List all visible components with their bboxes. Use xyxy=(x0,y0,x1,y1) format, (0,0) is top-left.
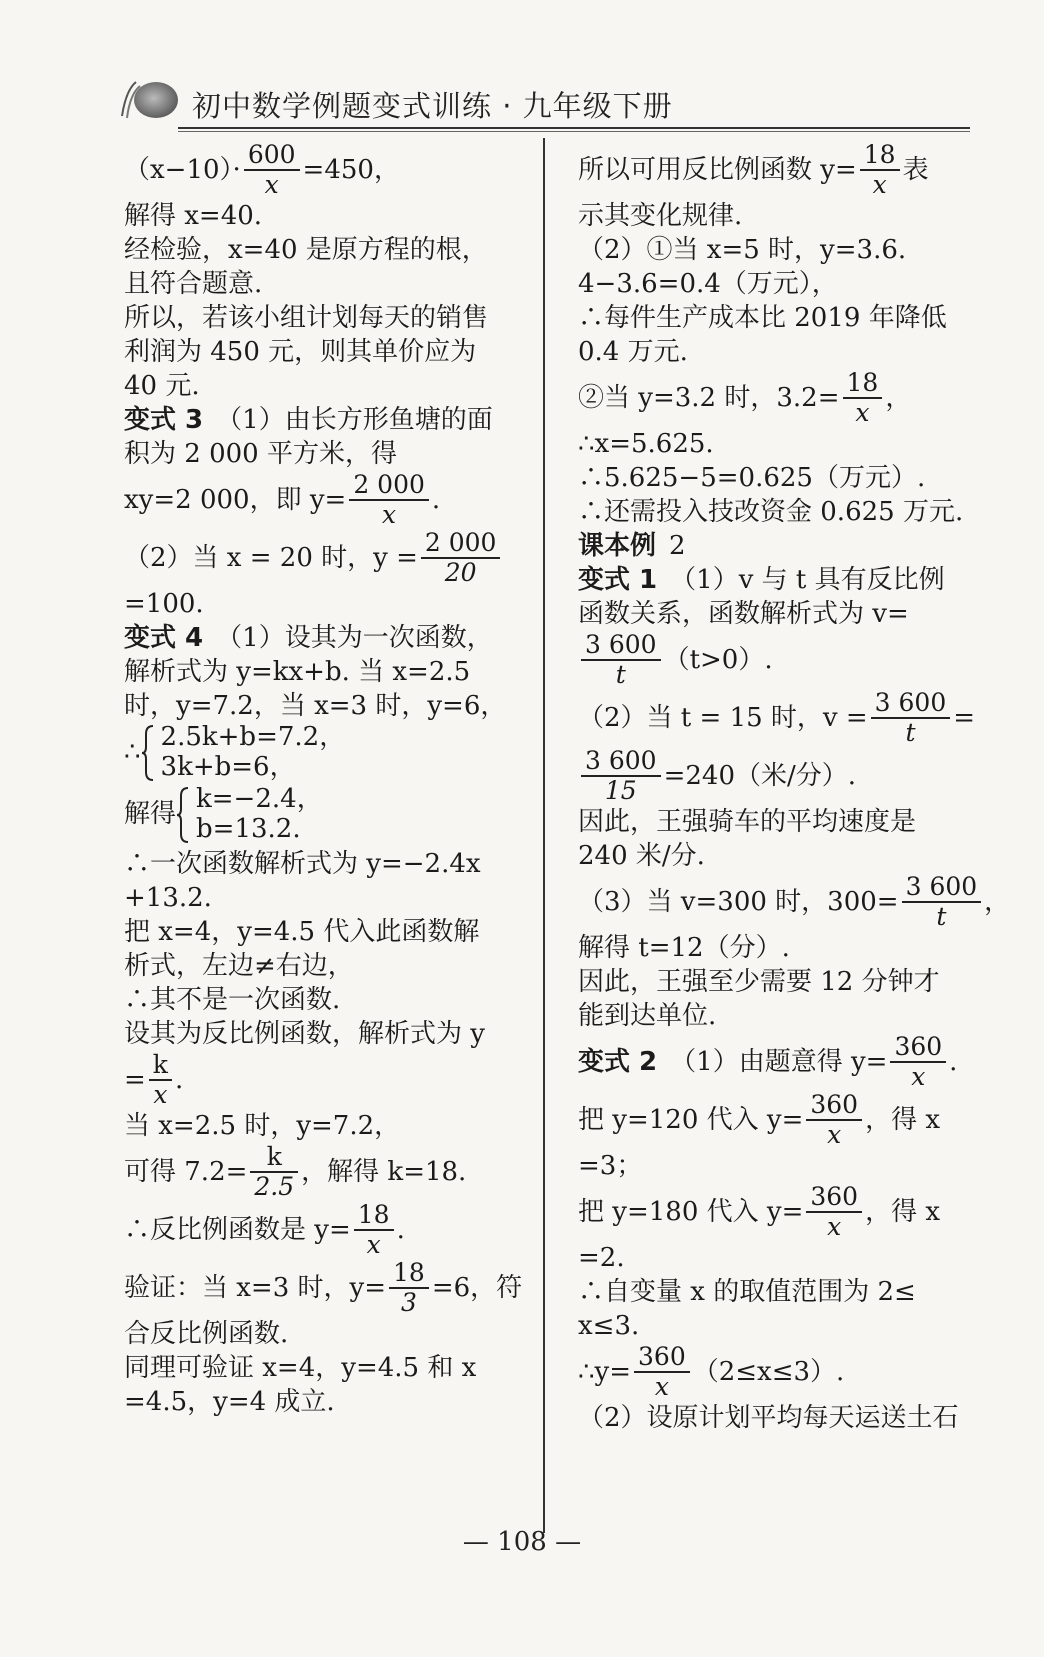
line-text: 解析式为 y=kx+b. 当 x=2.5 xyxy=(124,657,471,687)
variant-heading-line xyxy=(578,528,974,562)
fraction-denominator: x xyxy=(366,1230,381,1259)
formula-line xyxy=(578,1182,974,1240)
fraction-denominator: x xyxy=(855,398,870,427)
formula-line xyxy=(124,1142,530,1200)
line-text: （2）设原计划平均每天运送土石 xyxy=(578,1403,959,1433)
fraction-denominator: x xyxy=(153,1080,168,1109)
fraction xyxy=(843,369,883,427)
text-line xyxy=(578,998,974,1032)
text-line xyxy=(578,1308,974,1342)
text-line xyxy=(578,1400,974,1434)
fraction xyxy=(349,471,429,529)
fraction-numerator: 18 xyxy=(354,1201,394,1231)
line-text: 4−3.6=0.4（万元）， xyxy=(578,269,838,299)
line-text: 经检验，x=40 是原方程的根， xyxy=(124,235,488,265)
line-text: 函数关系，函数解析式为 v= xyxy=(578,599,909,629)
column-divider xyxy=(543,138,545,1533)
fraction-denominator: x xyxy=(911,1062,926,1091)
text-line xyxy=(124,1350,530,1384)
formula-after: =6，符 xyxy=(431,1273,523,1303)
formula-before: （x−10）· xyxy=(124,155,241,185)
formula-line xyxy=(578,872,1011,931)
text-line xyxy=(578,334,974,368)
system-prefix: 解得 xyxy=(124,799,177,829)
fraction-numerator: 360 xyxy=(634,1343,690,1373)
formula-before: xy=2 000，即 y= xyxy=(124,485,347,515)
text-line xyxy=(124,368,530,402)
formula-before: ∴y= xyxy=(578,1357,632,1387)
formula-after: ，解得 k=18. xyxy=(301,1157,467,1187)
formula-after: . xyxy=(396,1215,405,1245)
text-line xyxy=(124,266,530,300)
fraction xyxy=(354,1201,394,1259)
formula-before: （1）由题意得 y= xyxy=(670,1047,888,1077)
header-rule-thin xyxy=(178,131,970,132)
page-number: — 108 — xyxy=(462,1527,582,1557)
line-text: 积为 2 000 平方米，得 xyxy=(124,439,397,469)
fraction-numerator: k xyxy=(250,1143,298,1173)
fraction xyxy=(860,141,900,199)
formula-line xyxy=(578,368,974,426)
line-text: 解得 t=12（分）. xyxy=(578,933,790,963)
variant-heading-line xyxy=(578,562,974,596)
text-line xyxy=(578,266,974,300)
line-text: =3； xyxy=(578,1151,643,1181)
formula-after: ，得 x xyxy=(865,1105,941,1135)
formula-after: 表 xyxy=(902,155,929,185)
text-line xyxy=(124,436,530,470)
fraction xyxy=(806,1091,862,1149)
fraction-denominator: 20 xyxy=(444,558,477,587)
formula-line xyxy=(578,630,974,688)
variant-label: 课本例 xyxy=(578,531,657,561)
formula-after: =450， xyxy=(302,155,400,185)
formula-after: ， xyxy=(885,383,912,413)
fraction-numerator: 3 600 xyxy=(871,689,951,719)
fraction xyxy=(149,1051,172,1109)
text-line xyxy=(578,426,974,460)
fraction xyxy=(634,1343,690,1401)
line-text: +13.2. xyxy=(124,883,212,913)
fraction xyxy=(890,1033,946,1091)
system-prefix: ∴ xyxy=(124,737,141,767)
formula-before: （2）当 x = 20 时，y = xyxy=(124,543,418,573)
text-line xyxy=(578,596,974,630)
line-text: ∴x=5.625. xyxy=(578,429,714,459)
fraction-numerator: 2 000 xyxy=(421,529,501,559)
formula-after: ， xyxy=(984,887,1011,917)
fraction xyxy=(421,529,501,587)
formula-line xyxy=(124,1050,530,1108)
line-text: 且符合题意. xyxy=(124,269,263,299)
fraction-denominator: x xyxy=(827,1120,842,1149)
formula-line xyxy=(124,1200,530,1258)
formula-before: 所以可用反比例函数 y= xyxy=(578,155,857,185)
text-line xyxy=(124,198,530,232)
line-text: ∴其不是一次函数. xyxy=(124,985,341,1015)
line-text: ∴还需投入技改资金 0.625 万元. xyxy=(578,497,964,527)
fraction-denominator: x xyxy=(654,1372,669,1401)
text-line xyxy=(578,930,974,964)
text-line xyxy=(124,880,530,914)
text-line xyxy=(578,300,974,334)
line-text: 当 x=2.5 时，y=7.2， xyxy=(124,1111,401,1141)
line-text: 因此，王强骑车的平均速度是 xyxy=(578,807,917,837)
text-line xyxy=(124,300,530,334)
fraction-numerator: 2 000 xyxy=(349,471,429,501)
fraction xyxy=(389,1259,429,1317)
fraction-numerator: 18 xyxy=(389,1259,429,1289)
formula-after: =240（米/分）. xyxy=(663,761,857,791)
variant-label: 变式 4 xyxy=(124,623,204,653)
equation-system xyxy=(141,722,346,782)
line-text: 40 元. xyxy=(124,371,200,401)
text-line xyxy=(124,1384,530,1418)
line-text: 同理可验证 x=4，y=4.5 和 x xyxy=(124,1353,477,1383)
line-text: 合反比例函数. xyxy=(124,1319,289,1349)
text-line xyxy=(124,654,530,688)
variant-heading-line xyxy=(124,402,530,436)
fraction-denominator: t xyxy=(905,718,916,747)
line-text: ∴每件生产成本比 2019 年降低 xyxy=(578,303,947,333)
line-text: =100. xyxy=(124,589,204,619)
line-text: 240 米/分. xyxy=(578,841,705,871)
line-text: x≤3. xyxy=(578,1311,640,1341)
text-line xyxy=(124,914,530,948)
fraction-numerator: 360 xyxy=(890,1033,946,1063)
fraction-denominator: 15 xyxy=(604,776,637,805)
line-text: ∴自变量 x 的取值范围为 2≤ xyxy=(578,1277,916,1307)
text-line xyxy=(578,964,974,998)
fraction-numerator: 3 600 xyxy=(581,631,661,661)
text-line xyxy=(124,232,530,266)
line-text: 析式，左边≠右边， xyxy=(124,951,354,981)
text-line xyxy=(124,1316,530,1350)
variant-label: 变式 1 xyxy=(578,565,658,595)
fraction xyxy=(250,1143,298,1201)
line-text: =4.5，y=4 成立. xyxy=(124,1387,335,1417)
line-text: 利润为 450 元，则其单价应为 xyxy=(124,337,477,367)
line-text: （1）设其为一次函数， xyxy=(216,623,493,653)
formula-before: ∴反比例函数是 y= xyxy=(124,1215,351,1245)
line-text: ∴一次函数解析式为 y=−2.4x xyxy=(124,849,481,879)
formula-before: 验证：当 x=3 时，y= xyxy=(124,1273,386,1303)
formula-after: （2≤x≤3）. xyxy=(692,1357,845,1387)
line-text: （2）①当 x=5 时，y=3.6. xyxy=(578,235,907,265)
formula-line xyxy=(578,1090,974,1148)
system-equation: b=13.2. xyxy=(196,814,301,844)
line-text: 0.4 万元. xyxy=(578,337,688,367)
line-text: 解得 x=40. xyxy=(124,201,263,231)
text-line xyxy=(124,586,530,620)
text-line xyxy=(124,688,530,722)
text-line xyxy=(124,1016,530,1050)
fraction-numerator: 600 xyxy=(244,141,300,171)
fraction-denominator: t xyxy=(936,902,947,931)
formula-after: = xyxy=(953,703,976,733)
fraction-numerator: 360 xyxy=(806,1091,862,1121)
fraction-denominator: x xyxy=(827,1212,842,1241)
book-logo-icon xyxy=(118,78,180,122)
fraction-denominator: 2.5 xyxy=(254,1172,295,1201)
line-text: （1）由长方形鱼塘的面 xyxy=(216,405,493,435)
text-line xyxy=(124,334,530,368)
variant-label: 变式 2 xyxy=(578,1047,658,1077)
fraction xyxy=(244,141,300,199)
formula-line xyxy=(578,1032,974,1090)
fraction xyxy=(581,631,661,689)
equation-system-line xyxy=(124,722,530,784)
text-line xyxy=(578,1274,974,1308)
fraction xyxy=(581,747,661,805)
text-line xyxy=(578,1148,974,1182)
line-text: 设其为反比例函数，解析式为 y xyxy=(124,1019,485,1049)
page-header xyxy=(110,72,970,132)
line-text: 能到达单位. xyxy=(578,1001,717,1031)
text-line xyxy=(124,982,530,1016)
formula-before: 可得 7.2= xyxy=(124,1157,248,1187)
variant-label: 变式 3 xyxy=(124,405,204,435)
formula-line xyxy=(578,140,974,198)
formula-after: . xyxy=(431,485,441,515)
line-text: ∴5.625−5=0.625（万元）. xyxy=(578,463,926,493)
text-line xyxy=(578,494,974,528)
formula-before: （3）当 v=300 时，300= xyxy=(578,887,899,917)
formula-after: . xyxy=(949,1047,958,1077)
formula-line xyxy=(124,1258,530,1316)
line-text: 时，y=7.2，当 x=3 时，y=6， xyxy=(124,691,507,721)
line-text: 因此，王强至少需要 12 分钟才 xyxy=(578,967,940,997)
formula-line xyxy=(578,688,974,746)
formula-line xyxy=(124,470,530,528)
formula-after: （t>0）. xyxy=(663,645,773,675)
text-line xyxy=(124,948,530,982)
fraction-numerator: 3 600 xyxy=(581,747,661,777)
fraction-numerator: 3 600 xyxy=(902,873,982,903)
line-text: （1）v 与 t 具有反比例 xyxy=(670,565,945,595)
equation-system xyxy=(176,784,323,844)
formula-before: ②当 y=3.2 时，3.2= xyxy=(578,383,840,413)
right-column xyxy=(578,140,1011,1434)
fraction xyxy=(871,689,951,747)
line-text: =2. xyxy=(578,1243,625,1273)
line-text: 2 xyxy=(669,531,686,561)
formula-line xyxy=(578,1342,974,1400)
header-rule xyxy=(178,127,970,129)
equation-system-line xyxy=(124,784,530,846)
formula-after: . xyxy=(174,1065,184,1095)
fraction-numerator: k xyxy=(149,1051,172,1081)
fraction xyxy=(806,1183,862,1241)
formula-line xyxy=(578,746,974,804)
text-line xyxy=(578,232,974,266)
formula-after: ，得 x xyxy=(865,1197,941,1227)
text-line xyxy=(578,460,974,494)
text-line xyxy=(578,838,974,872)
system-equation: 3k+b=6， xyxy=(160,752,296,782)
formula-line xyxy=(124,528,530,586)
book-title: 初中数学例题变式训练 · 九年级下册 xyxy=(192,89,673,123)
fraction-denominator: x xyxy=(382,500,397,529)
line-text: 所以，若该小组计划每天的销售 xyxy=(124,303,489,333)
left-column xyxy=(124,140,530,1418)
left-brace-icon xyxy=(176,786,190,844)
fraction xyxy=(902,873,982,931)
formula-line xyxy=(124,140,530,198)
fraction-denominator: t xyxy=(615,660,626,689)
text-line xyxy=(124,1108,530,1142)
fraction-numerator: 18 xyxy=(860,141,900,171)
text-line xyxy=(578,804,974,838)
fraction-numerator: 18 xyxy=(843,369,883,399)
left-brace-icon xyxy=(141,724,155,782)
fraction-numerator: 360 xyxy=(806,1183,862,1213)
fraction-denominator: 3 xyxy=(400,1288,417,1317)
formula-before: 把 y=120 代入 y= xyxy=(578,1105,804,1135)
line-text: 把 x=4，y=4.5 代入此函数解 xyxy=(124,917,480,947)
variant-heading-line xyxy=(124,620,530,654)
line-text: 示其变化规律. xyxy=(578,201,743,231)
formula-before: 把 y=180 代入 y= xyxy=(578,1197,804,1227)
system-equation: k=−2.4， xyxy=(196,784,323,814)
text-line xyxy=(578,198,974,232)
formula-before: （2）当 t = 15 时，v = xyxy=(578,703,868,733)
text-line xyxy=(578,1240,974,1274)
fraction-denominator: x xyxy=(872,170,887,199)
text-line xyxy=(124,846,530,880)
fraction-denominator: x xyxy=(264,170,279,199)
system-equation: 2.5k+b=7.2， xyxy=(160,722,346,752)
formula-before: = xyxy=(124,1065,146,1095)
